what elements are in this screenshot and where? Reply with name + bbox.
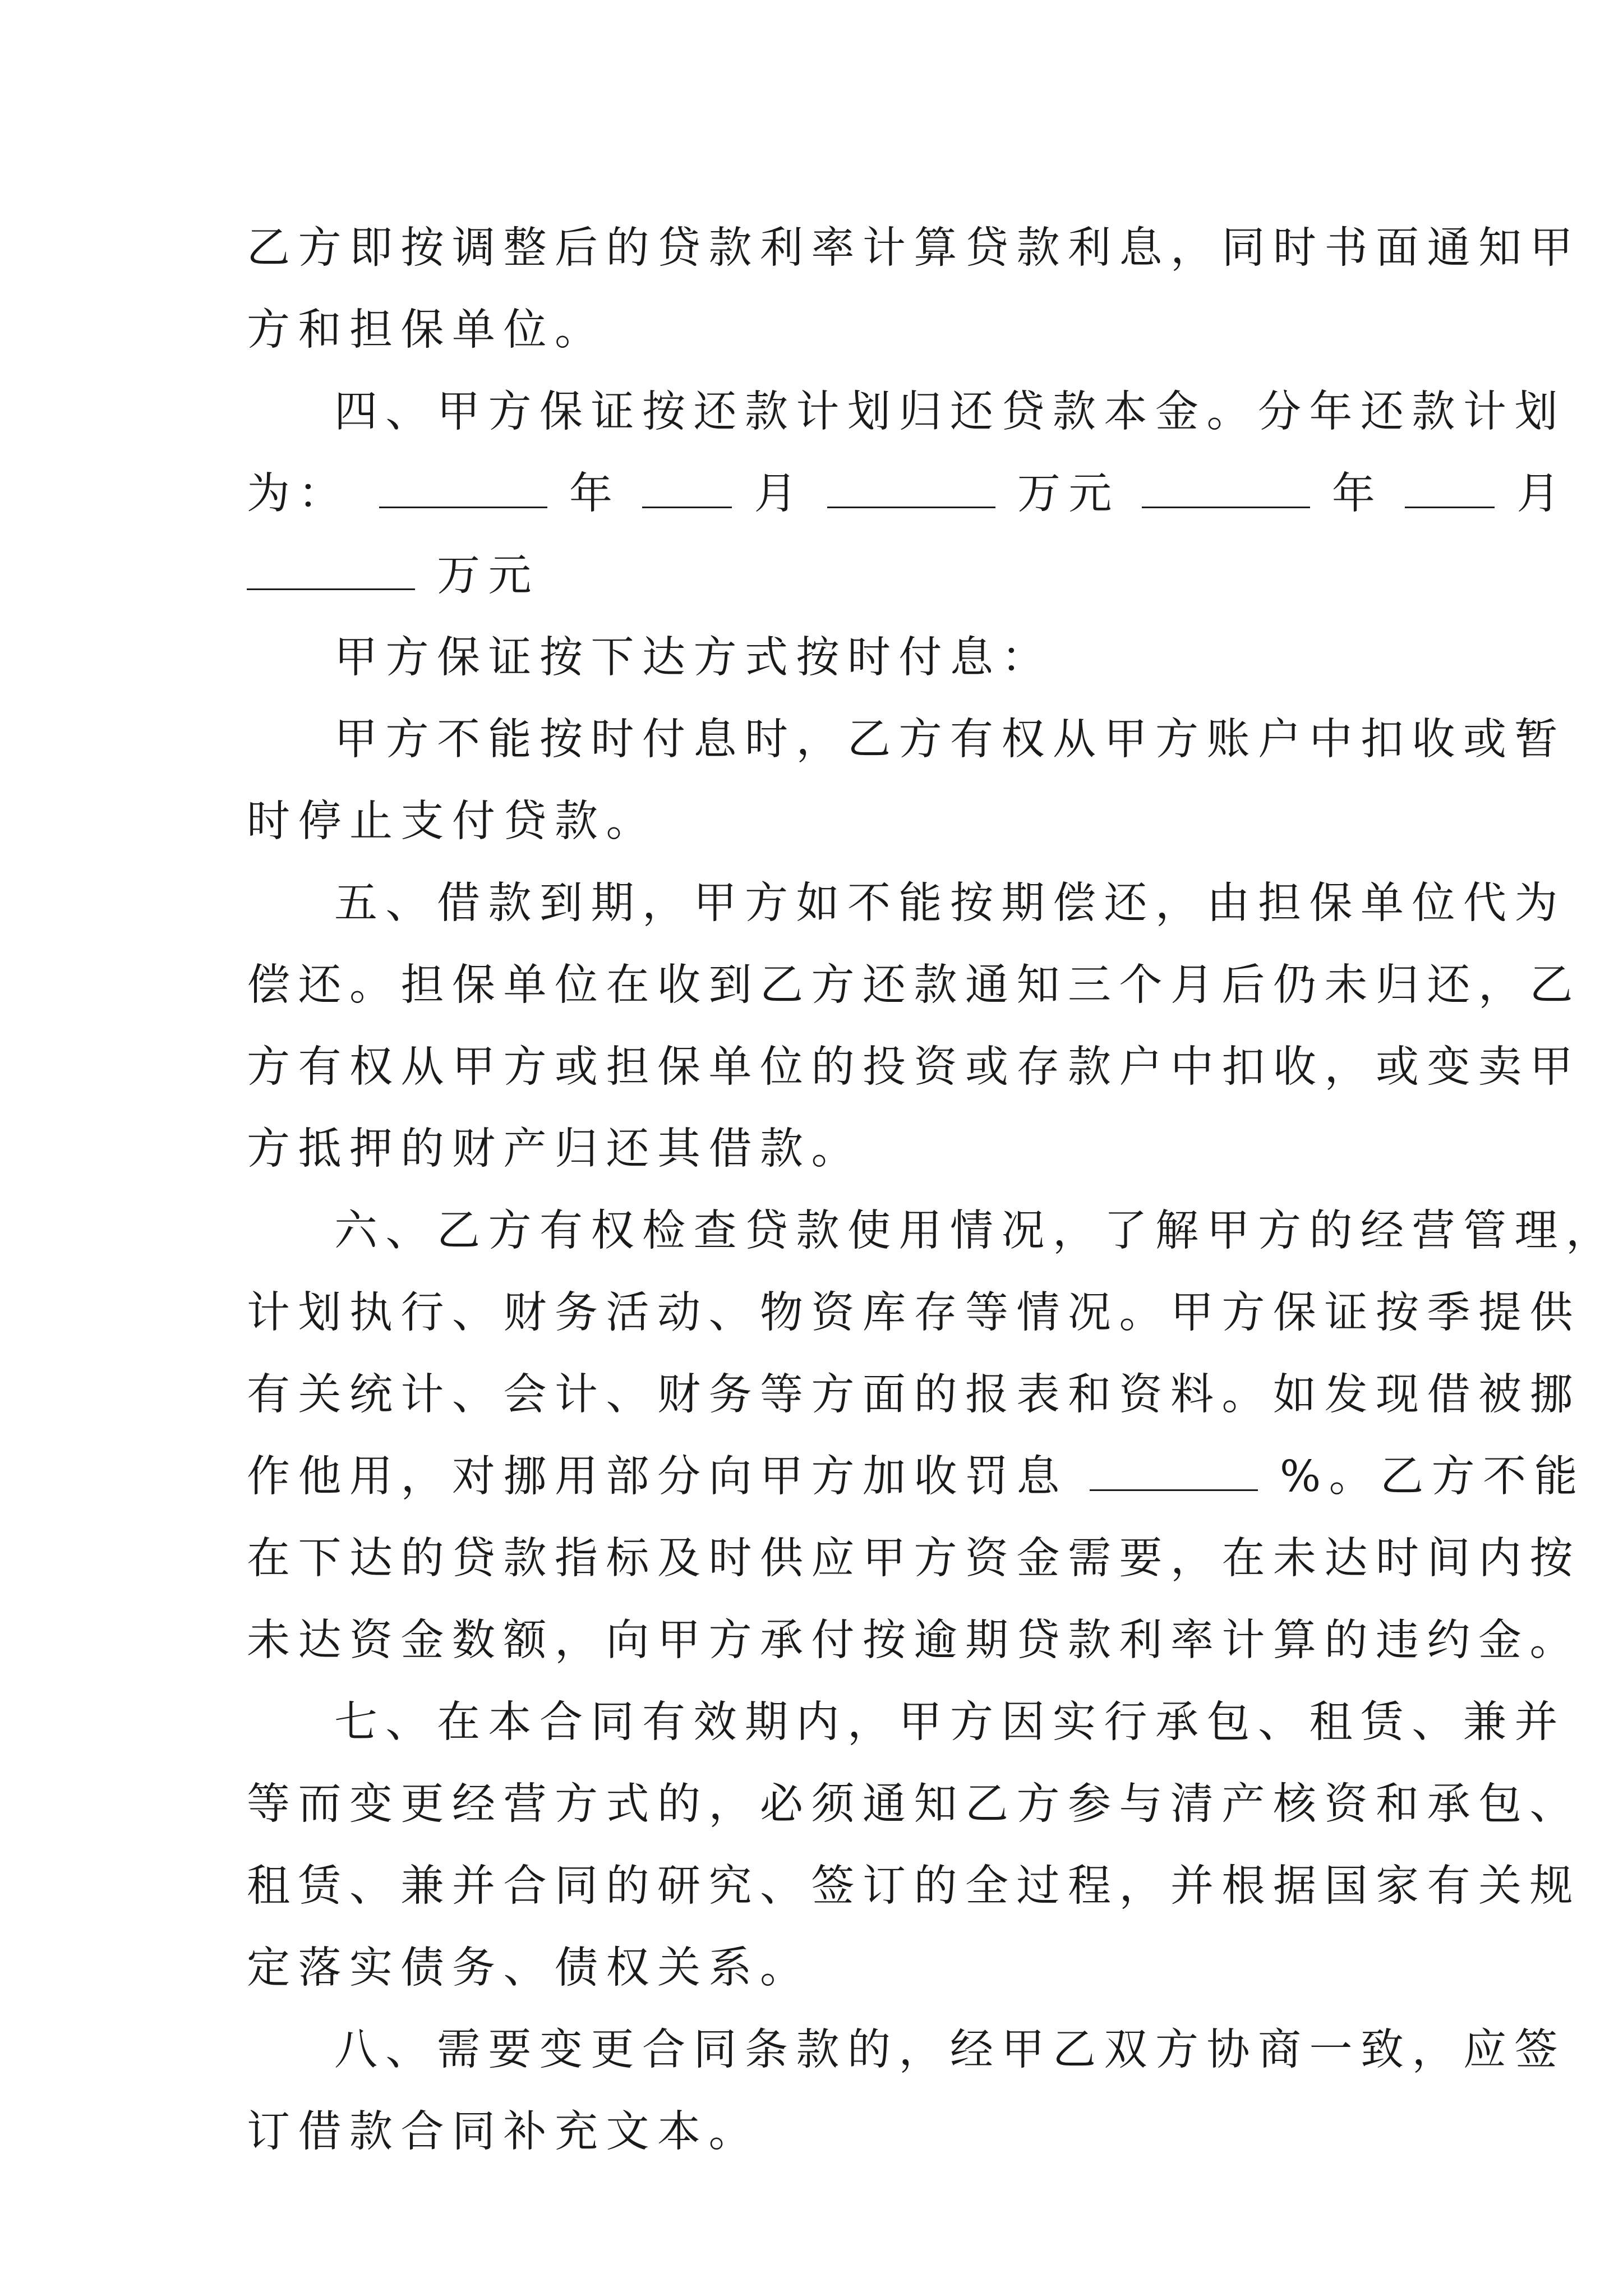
document-page: [247, 208, 1617, 2173]
schedule-prefix: 为：: [247, 469, 349, 519]
month-2-blank: [1405, 467, 1495, 508]
year-2-blank: [1142, 467, 1310, 508]
clause-7-line: 定落实债务、债权关系。: [247, 1943, 811, 1993]
amount-2-blank: [247, 549, 415, 590]
amount-1-blank: [827, 467, 995, 508]
clause-6-line: 六、乙方有权检查贷款使用情况，了解甲方的经营管理，: [334, 1206, 1617, 1256]
text-line: 甲方不能按时付息时，乙方有权从甲方账户中扣收或暂: [334, 715, 1566, 765]
year-label: 年: [1331, 469, 1384, 519]
text-line: 时停止支付贷款。: [247, 797, 657, 846]
penalty-rate-line: [247, 1436, 1586, 1518]
clause-4-heading-line: 四、甲方保证按还款计划归还贷款本金。分年还款计划: [334, 387, 1566, 437]
clause-7-line: 等而变更经营方式的，必须通知乙方参与清产核资和承包、: [247, 1779, 1581, 1829]
text-line: 甲方保证按下达方式按时付息：: [334, 633, 1053, 683]
year-label: 年: [569, 469, 621, 519]
penalty-rate-blank: [1090, 1450, 1258, 1491]
clause-8-line: 八、需要变更合同条款的，经甲乙双方协商一致，应签: [334, 2025, 1566, 2075]
penalty-text-after: %。乙方不能: [1279, 1452, 1586, 1502]
clause-5-line: 方有权从甲方或担保单位的投资或存款户中扣收，或变卖甲: [247, 1042, 1581, 1092]
clause-8-line: 订借款合同补充文本。: [247, 2107, 760, 2157]
text-line: 方和担保单位。: [247, 305, 606, 355]
clause-7-line: 七、在本合同有效期内，甲方因实行承包、租赁、兼并: [334, 1697, 1566, 1747]
month-label: 月: [754, 469, 805, 519]
clause-5-line: 偿还。担保单位在收到乙方还款通知三个月后仍未归还，乙: [247, 960, 1581, 1010]
clause-6-line: 计划执行、财务活动、物资库存等情况。甲方保证按季提供: [247, 1288, 1581, 1338]
amount-unit: 万元: [1017, 469, 1120, 519]
clause-6-line: 未达资金数额，向甲方承付按逾期贷款利率计算的违约金。: [247, 1616, 1581, 1665]
clause-7-line: 租赁、兼并合同的研究、签订的全过程，并根据国家有关规: [247, 1861, 1581, 1911]
year-1-blank: [379, 467, 547, 508]
repayment-schedule-tail: [247, 535, 1380, 617]
month-1-blank: [642, 467, 732, 508]
month-label: 月: [1516, 469, 1568, 519]
repayment-schedule-line: [247, 453, 1568, 535]
penalty-text-before: 作他用，对挪用部分向甲方加收罚息: [247, 1452, 1068, 1502]
clause-5-line: 五、借款到期，甲方如不能按期偿还，由担保单位代为: [334, 878, 1566, 928]
clause-5-line: 方抵押的财产归还其借款。: [247, 1124, 863, 1174]
amount-unit: 万元: [436, 551, 540, 601]
clause-6-line: 有关统计、会计、财务等方面的报表和资料。如发现借被挪: [247, 1370, 1581, 1420]
clause-6-line: 在下达的贷款指标及时供应甲方资金需要，在未达时间内按: [247, 1534, 1581, 1584]
text-line: 乙方即按调整后的贷款利率计算贷款利息，同时书面通知甲: [247, 223, 1581, 273]
